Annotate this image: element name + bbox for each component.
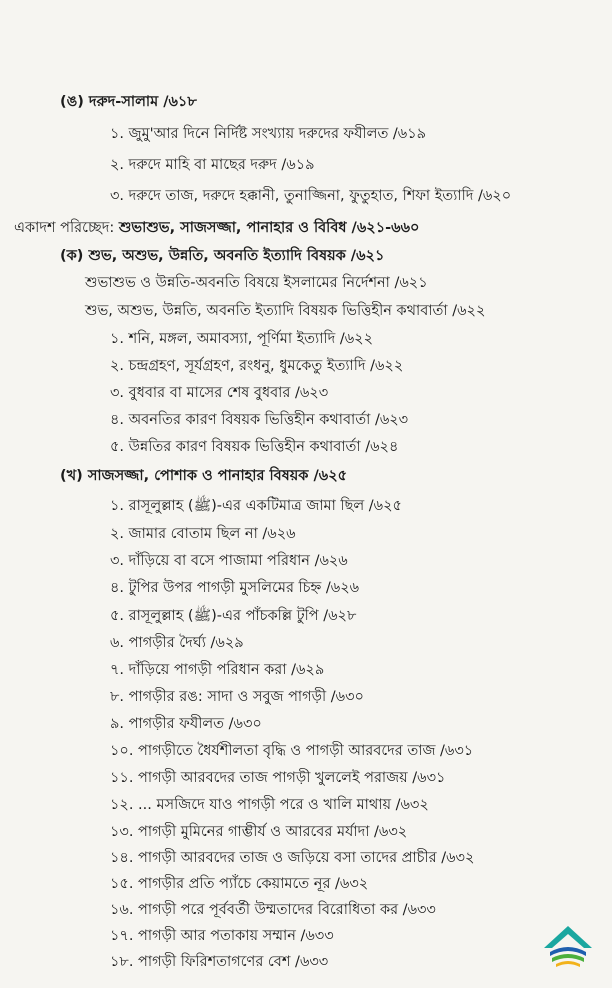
toc-subentry: শুভাশুভ ও উন্নতি-অবনতি বিষয়ে ইসলামের নির্দেশনা /৬২১ bbox=[85, 275, 428, 291]
toc-entry: ৩. দাঁড়িয়ে বা বসে পাজামা পরিধান /৬২৬ bbox=[110, 553, 348, 569]
chapter-heading bbox=[14, 218, 419, 238]
toc-entry: ৪. অবনতির কারণ বিষয়ক ভিত্তিহীন কথাবার্তা /৬২৩ bbox=[110, 412, 409, 428]
chapter-title: শুভাশুভ, সাজসজ্জা, পানাহার ও বিবিধ /৬২১-৬৬০ bbox=[118, 220, 420, 236]
toc-entry: ৬. পাগড়ীর দৈর্ঘ্য /৬২৯ bbox=[110, 635, 244, 651]
toc-subentry: শুভ, অশুভ, উন্নতি, অবনতি ইত্যাদি বিষয়ক ভিত্তিহীন কথাবার্তা /৬২২ bbox=[85, 303, 486, 319]
toc-entry: ৯. পাগড়ীর ফযীলত /৬৩০ bbox=[110, 716, 262, 732]
toc-entry: ৫. রাসূলুল্লাহ (ﷺ)-এর পাঁচকল্লি টুপি /৬২৮ bbox=[110, 608, 357, 624]
toc-entry: ৭. দাঁড়িয়ে পাগড়ী পরিধান করা /৬২৯ bbox=[110, 662, 325, 678]
toc-entry: ১৪. পাগড়ী আরবদের তাজ ও জড়িয়ে বসা তাদের প্রাচীর /৬৩২ bbox=[110, 850, 475, 866]
toc-entry: ৩. বুধবার বা মাসের শেষ বুধবার /৬২৩ bbox=[110, 385, 329, 401]
toc-entry: ১. রাসূলুল্লাহ (ﷺ)-এর একটিমাত্র জামা ছিল /৬২৫ bbox=[110, 498, 402, 514]
toc-entry: ১২. ... মসজিদে যাও পাগড়ী পরে ও খালি মাথায় /৬৩২ bbox=[110, 797, 429, 813]
toc-entry: ৫. উন্নতির কারণ বিষয়ক ভিত্তিহীন কথাবার্তা /৬২৪ bbox=[110, 439, 399, 455]
section-heading-durud: (ঙ) দরুদ-সালাম /৬১৮ bbox=[60, 94, 197, 110]
chapter-prefix: একাদশ পরিচ্ছেদ: bbox=[14, 220, 119, 236]
toc-entry: ১৭. পাগড়ী আর পতাকায় সম্মান /৬৩৩ bbox=[110, 928, 334, 944]
publisher-logo-icon bbox=[540, 922, 596, 972]
toc-entry: ২. চন্দ্রগ্রহণ, সূর্যগ্রহণ, রংধনু, ধুমকেতু ইত্যাদি /৬২২ bbox=[110, 358, 404, 374]
toc-entry: ৪. টুপির উপর পাগড়ী মুসলিমের চিহ্ন /৬২৬ bbox=[110, 580, 360, 596]
toc-entry: ১৩. পাগড়ী মুমিনের গাম্ভীর্য ও আরবের মর্যাদা /৬৩২ bbox=[110, 824, 408, 840]
section-heading-ka: (ক) শুভ, অশুভ, উন্নতি, অবনতি ইত্যাদি বিষয়ক /৬২১ bbox=[60, 248, 385, 264]
toc-entry: ১০. পাগড়ীতে ধৈর্যশীলতা বৃদ্ধি ও পাগড়ী আরবদের তাজ /৬৩১ bbox=[110, 743, 474, 759]
toc-entry: ২. দরুদে মাহি বা মাছের দরুদ /৬১৯ bbox=[110, 157, 315, 173]
toc-entry: ৮. পাগড়ীর রঙ: সাদা ও সবুজ পাগড়ী /৬৩০ bbox=[110, 689, 364, 705]
toc-entry: ১. জুমু'আর দিনে নির্দিষ্ট সংখ্যায় দরুদের ফযীলত /৬১৯ bbox=[110, 126, 427, 142]
toc-entry: ৩. দরুদে তাজ, দরুদে হক্কানী, তুনাজ্জিনা, ফুতুহাত, শিফা ইত্যাদি /৬২০ bbox=[110, 188, 512, 204]
toc-entry: ১৮. পাগড়ী ফিরিশতাগণের বেশ /৬৩৩ bbox=[110, 954, 329, 970]
section-heading-kha: (খ) সাজসজ্জা, পোশাক ও পানাহার বিষয়ক /৬২৫ bbox=[60, 468, 348, 484]
toc-entry: ১৫. পাগড়ীর প্রতি প্যাঁচে কেয়ামতে নূর /৬৩২ bbox=[110, 876, 369, 892]
toc-entry: ১১. পাগড়ী আরবদের তাজ পাগড়ী খুললেই পরাজয় /৬৩১ bbox=[110, 770, 446, 786]
toc-entry: ২. জামার বোতাম ছিল না /৬২৬ bbox=[110, 526, 296, 542]
toc-entry: ১৬. পাগড়ী পরে পূর্ববর্তী উম্মতাদের বিরোধিতা কর /৬৩৩ bbox=[110, 902, 436, 918]
toc-entry: ১. শনি, মঙ্গল, অমাবস্যা, পূর্ণিমা ইত্যাদি /৬২২ bbox=[110, 331, 374, 347]
